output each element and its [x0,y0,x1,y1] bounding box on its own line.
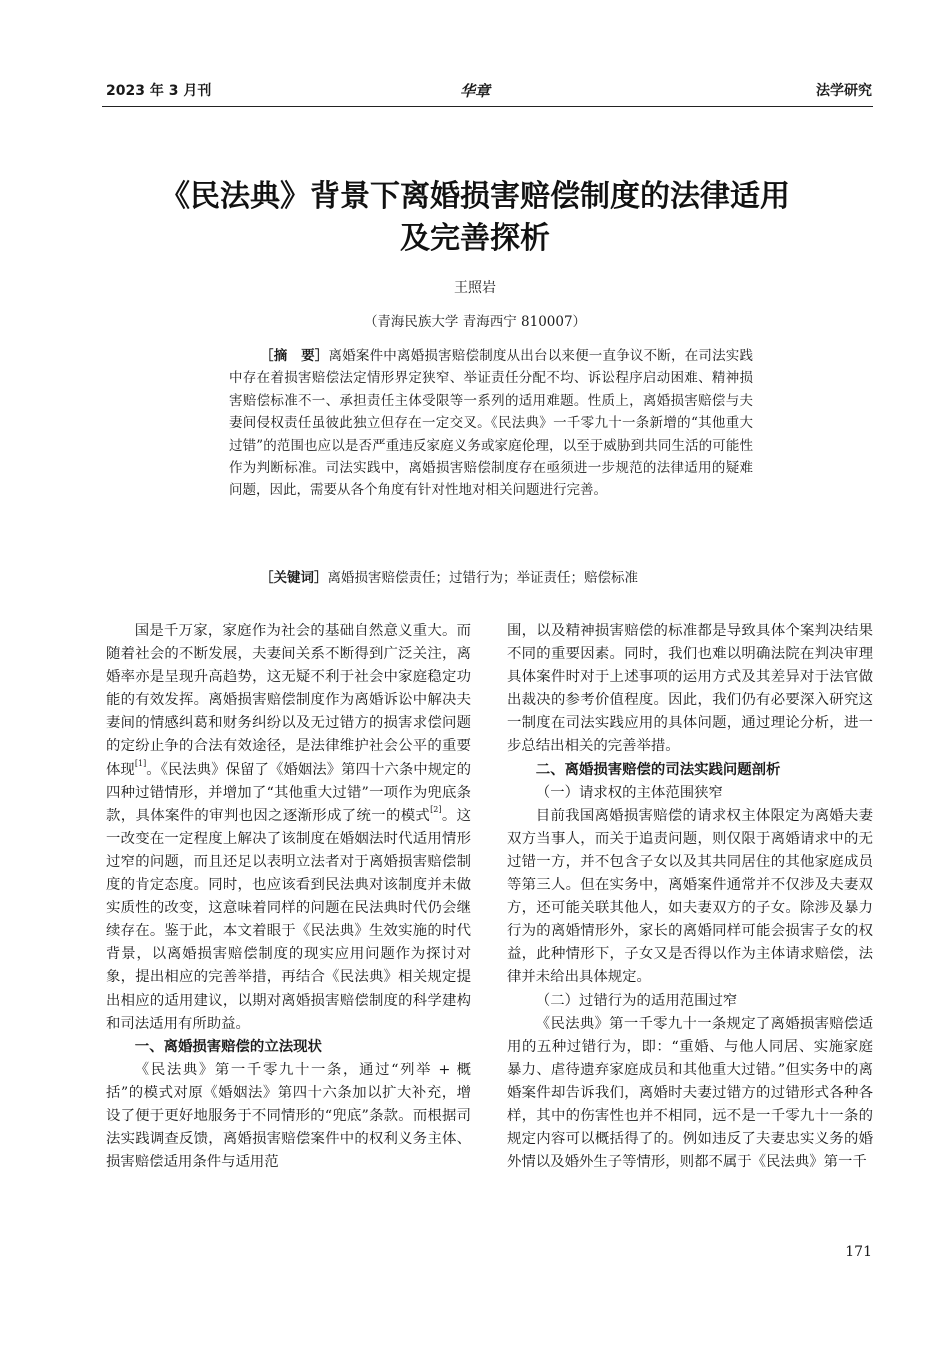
paragraph-legislation: 《民法典》第一千零九十一条，通过“列举 + 概括”的模式对原《婚姻法》第四十六条加以扩大补充，增设了便于更好地服务于不同情形的“兜底”条款。而根据司法实践调查反馈，离婚损害赔偿案件中的权利义务主体、损害赔偿适用条件与适用范 [106,1061,471,1171]
paragraph-intro [106,620,471,1036]
abstract-text: 离婚案件中离婚损害赔偿制度从出台以来便一直争议不断，在司法实践中存在着损害赔偿法定情形界定狭窄、举证责任分配不均、诉讼程序启动困难、精神损害赔偿标准不一、承担责任主体受限等一系列的适用难题。性质上，离婚损害赔偿与夫妻间侵权责任虽彼此独立但存在一定交叉。《民法典》一千零九十一条新增的“其他重大过错”的范围也应以是否严重违反家庭义务或家庭伦理，以至于威胁到共同生活的可能性作为判断标准。司法实践中，离婚损害赔偿制度存在亟须进一步规范的法律适用的疑难问题，因此，需要从各个角度有针对性地对相关问题进行完善。 [229,348,753,499]
body-column-right [507,620,873,1174]
subsection-heading-2-1: （一）请求权的主体范围狭窄 [535,784,723,801]
keywords-text: 离婚损害赔偿责任；过错行为；举证责任；赔偿标准 [327,570,638,586]
citation-1: [1] [134,758,147,768]
body-column-left [106,620,471,1174]
paragraph-fault-scope: 《民法典》第一千零九十一条规定了离婚损害赔偿适用的五种过错行为，即：“重婚、与他人同居、实施家庭暴力、虐待遗弃家庭成员和其他重大过错。”但实务中的离婚案件却告诉我们，离婚时夫妻过错方的过错形式各种各样，其中的伤害性也并不相同，远不是一千零九十一条的规定内容可以概括得了的。例如违反了夫妻忠实义务的婚外情以及婚外生子等情形，则都不属于《民法典》第一千 [507,1015,873,1171]
intro-text-1: 国是千万家，家庭作为社会的基础自然意义重大。而随着社会的不断发展，夫妻间关系不断得到广泛关注，离婚率亦是呈现升高趋势，这无疑不利于社会中家庭稳定功能的有效发挥。离婚损害赔偿制度作为离婚诉讼中解决夫妻间的情感纠葛和财务纠纷以及无过错方的损害求偿问题的定纷止争的合法有效途径，是法律维护社会公平的重要体现 [106,623,471,778]
citation-2: [2] [430,804,442,814]
header-issue: 2023 年 3 月刊 [106,83,212,99]
subsection-heading-2-2: （二）过错行为的适用范围过窄 [535,992,738,1009]
paragraph-claimant-scope: 目前我国离婚损害赔偿的请求权主体限定为离婚夫妻双方当事人，而关于追责问题，则仅限于离婚请求中的无过错一方，并不包含子女以及其共同居住的其他家庭成员等第三人。但在实务中，离婚案件通常并不仅涉及夫妻双方，还可能关联其他人，如夫妻双方的子女。除涉及暴力行为的离婚情形外，家长的离婚同样可能会损害子女的权益，此种情形下，子女又是否得以作为主体请求赔偿，法律并未给出具体规定。 [507,807,873,986]
page-number: 171 [845,1244,872,1260]
keywords [260,566,760,586]
header-rule [102,106,873,107]
section-heading-2: 二、离婚损害赔偿的司法实践问题剖析 [535,761,781,778]
title-line-1: 《民法典》背景下离婚损害赔偿制度的法律适用 [160,179,790,214]
article-title [100,176,850,260]
intro-text-3: 。这一改变在一定程度上解决了该制度在婚姻法时代适用情形过窄的问题，而且还足以表明立法者对于离婚损害赔偿制度的肯定态度。同时，也应该看到民法典对该制度并未做实质性的改变，这意味着同样的问题在民法典时代仍会继续存在。鉴于此，本文着眼于《民法典》生效实施的时代背景，以离婚损害赔偿制度的现实应用问题作为探讨对象，提出相应的完善举措，再结合《民法典》相关规定提出相应的适用建议，以期对离婚损害赔偿制度的科学建构和司法适用有所助益。 [106,807,471,1032]
header-section: 法学研究 [816,83,872,99]
section-heading-1: 一、离婚损害赔偿的立法现状 [134,1038,322,1055]
abstract [229,345,753,502]
intro-text-2: 。《民法典》保留了《婚姻法》第四十六条中规定的四种过错情形，并增加了“其他重大过错”一项作为兜底条款，具体案件的审判也因之逐渐形成了统一的模式 [106,761,471,824]
title-line-2: 及完善探析 [400,221,550,256]
paragraph-continued: 围，以及精神损害赔偿的标准都是导致具体个案判决结果不同的重要因素。同时，我们也难以明确法院在判决审理具体案件时对于上述事项的运用方式及其差异对于法官做出裁决的参考价值程度。因此，我们仍有必要深入研究这一制度在司法实践应用的具体问题，通过理论分析，进一步总结出相关的完善举措。 [507,623,873,755]
author-name: 王照岩 [454,280,496,296]
keywords-label: ［关键词］ [260,570,328,586]
author-affiliation: （青海民族大学 青海西宁 810007） [363,314,587,330]
abstract-label: ［摘 要］ [260,348,329,364]
header-journal-logo: 华章 [459,82,490,100]
